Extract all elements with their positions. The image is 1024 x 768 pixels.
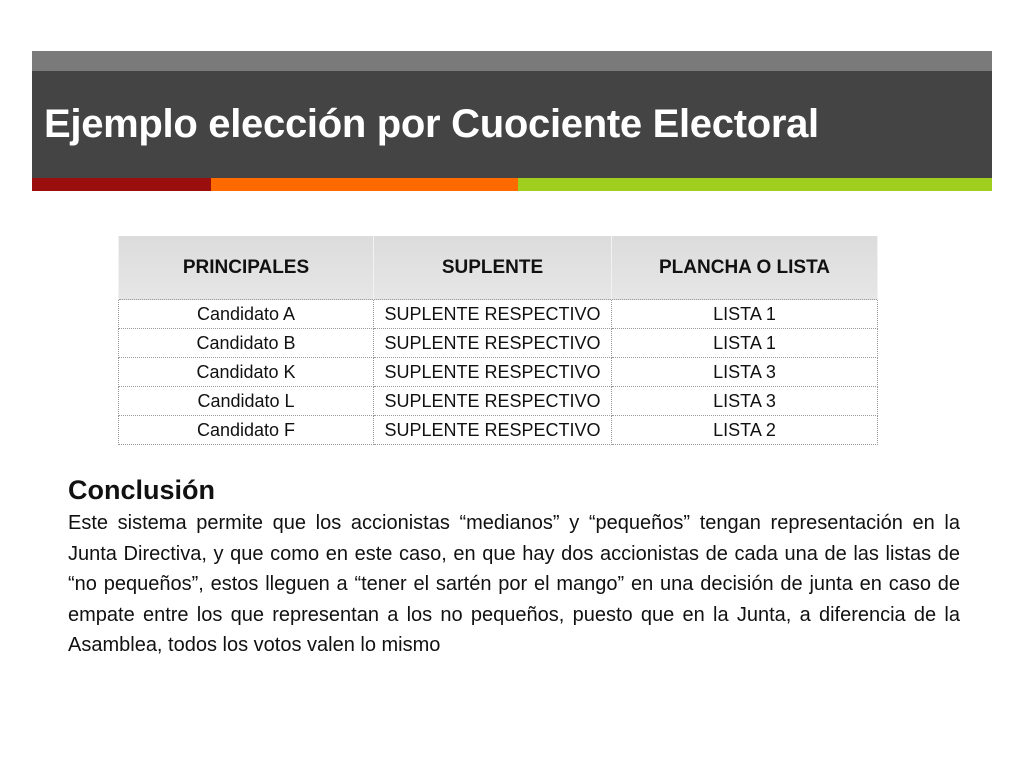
cell-suplente: SUPLENTE RESPECTIVO — [374, 358, 612, 387]
accent-bar-orange — [211, 178, 518, 191]
cell-lista: LISTA 3 — [612, 358, 878, 387]
table-row — [119, 300, 878, 329]
cell-lista: LISTA 3 — [612, 387, 878, 416]
cell-principal: Candidato K — [119, 358, 374, 387]
cell-suplente: SUPLENTE RESPECTIVO — [374, 416, 612, 445]
conclusion-heading: Conclusión — [68, 475, 215, 505]
table-row — [119, 358, 878, 387]
cell-suplente: SUPLENTE RESPECTIVO — [374, 300, 612, 329]
header-principales: PRINCIPALES — [119, 236, 374, 300]
cell-principal: Candidato A — [119, 300, 374, 329]
cell-suplente: SUPLENTE RESPECTIVO — [374, 387, 612, 416]
title-band — [32, 71, 992, 178]
accent-bar-green — [518, 178, 992, 191]
slide-title: Ejemplo elección por Cuociente Electoral — [44, 102, 819, 146]
table-row — [119, 416, 878, 445]
accent-bar-red — [32, 178, 211, 191]
candidates-table — [118, 236, 877, 445]
cell-principal: Candidato F — [119, 416, 374, 445]
title-band-top — [32, 51, 992, 71]
cell-lista: LISTA 2 — [612, 416, 878, 445]
cell-lista: LISTA 1 — [612, 300, 878, 329]
cell-principal: Candidato B — [119, 329, 374, 358]
table-row — [119, 329, 878, 358]
conclusion-body: Este sistema permite que los accionistas “medianos” y “pequeños” tengan representación en la Junta Directiva, y que como en este caso, en que hay dos accionistas de cada una de las listas de “no pequeños”, estos lleguen a “tener el sartén por el mango” en una decisión de junta en caso de empate entre los que representan a los no pequeños, puesto que en la Junta, a diferencia de la Asamblea, todos los votos valen lo mismo — [68, 512, 960, 656]
conclusion-section — [68, 474, 960, 661]
header-plancha-o-lista: PLANCHA O LISTA — [612, 236, 878, 300]
table-row — [119, 387, 878, 416]
header-suplente: SUPLENTE — [374, 236, 612, 300]
cell-suplente: SUPLENTE RESPECTIVO — [374, 329, 612, 358]
cell-lista: LISTA 1 — [612, 329, 878, 358]
table-header-row — [119, 236, 878, 300]
cell-principal: Candidato L — [119, 387, 374, 416]
